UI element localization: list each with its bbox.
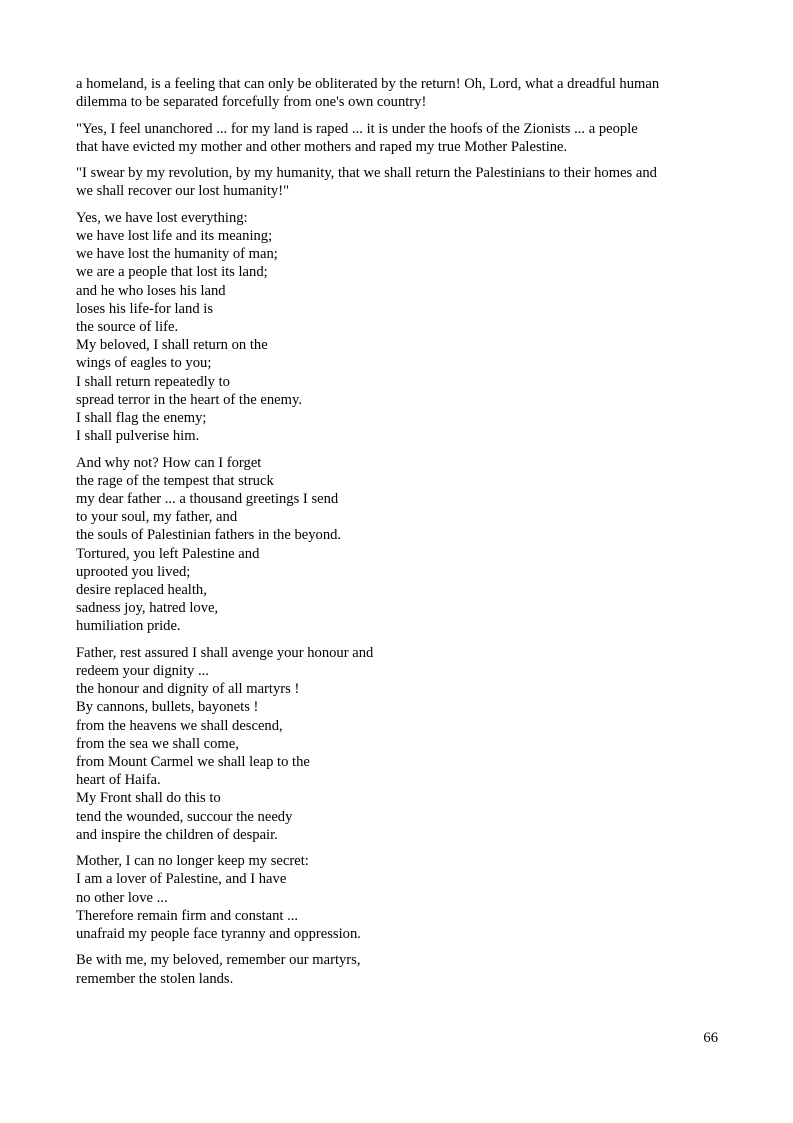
text-line: the rage of the tempest that struck xyxy=(76,472,274,489)
text-line: my dear father ... a thousand greetings I send xyxy=(76,491,339,508)
page-number: 66 xyxy=(703,1030,718,1046)
text-line: remember the stolen lands. xyxy=(76,970,234,987)
text-line: And why not? How can I forget xyxy=(76,454,262,471)
paragraph xyxy=(76,951,726,987)
text-line: I am a lover of Palestine, and I have xyxy=(76,871,287,888)
paragraph xyxy=(76,75,726,111)
text-line: sadness joy, hatred love, xyxy=(76,600,219,617)
text-line: I shall return repeatedly to xyxy=(76,373,230,390)
text-line: we have lost life and its meaning; xyxy=(76,227,273,244)
text-line: My Front shall do this to xyxy=(76,790,221,807)
text-line: we shall recover our lost humanity!" xyxy=(76,183,290,200)
text-line: Mother, I can no longer keep my secret: xyxy=(76,853,309,870)
page-body xyxy=(76,75,726,996)
text-line: the source of life. xyxy=(76,319,179,335)
text-line: dilemma to be separated forcefully from one's own country! xyxy=(76,94,427,111)
text-line: spread terror in the heart of the enemy. xyxy=(76,391,302,408)
paragraph xyxy=(76,644,726,844)
text-line: I shall flag the enemy; xyxy=(76,410,207,427)
text-line: heart of Haifa. xyxy=(76,772,161,789)
text-line: and inspire the children of despair. xyxy=(76,826,278,843)
text-line: loses his life-for land is xyxy=(76,300,213,317)
text-line: desire replaced health, xyxy=(76,582,207,599)
text-line: tend the wounded, succour the needy xyxy=(76,808,293,825)
text-line: that have evicted my mother and other mothers and raped my true Mother Palestine. xyxy=(76,138,568,155)
text-line: Father, rest assured I shall avenge your honour and xyxy=(76,644,374,661)
text-line: redeem your dignity ... xyxy=(76,663,209,680)
text-line: a homeland, is a feeling that can only be obliterated by the return! Oh, Lord, what a dreadful human xyxy=(76,76,660,92)
text-line: no other love ... xyxy=(76,889,168,906)
text-line: Yes, we have lost everything: xyxy=(76,209,248,226)
paragraph xyxy=(76,454,726,636)
text-line: from the heavens we shall descend, xyxy=(76,717,283,734)
paragraph xyxy=(76,164,726,200)
text-line: unafraid my people face tyranny and oppression. xyxy=(76,926,361,943)
paragraph xyxy=(76,209,726,446)
text-line: By cannons, bullets, bayonets ! xyxy=(76,699,259,716)
text-line: wings of eagles to you; xyxy=(76,355,212,372)
paragraph xyxy=(76,852,726,943)
text-line: we are a people that lost its land; xyxy=(76,264,268,281)
text-line: uprooted you lived; xyxy=(76,563,191,580)
text-line: I shall pulverise him. xyxy=(76,428,200,445)
text-line: from the sea we shall come, xyxy=(76,735,239,752)
text-line: and he who loses his land xyxy=(76,282,226,299)
text-line: to your soul, my father, and xyxy=(76,509,238,526)
text-line: we have lost the humanity of man; xyxy=(76,246,278,263)
text-line: Therefore remain firm and constant ... xyxy=(76,907,299,924)
text-line: humiliation pride. xyxy=(76,618,181,635)
text-line: the souls of Palestinian fathers in the beyond. xyxy=(76,527,342,544)
text-line: Be with me, my beloved, remember our martyrs, xyxy=(76,952,361,969)
text-line: Tortured, you left Palestine and xyxy=(76,545,260,562)
text-line: "Yes, I feel unanchored ... for my land is raped ... it is under the hoofs of the Zionists ... a people xyxy=(76,120,638,137)
text-line: from Mount Carmel we shall leap to the xyxy=(76,754,310,771)
text-line: the honour and dignity of all martyrs ! xyxy=(76,681,300,698)
paragraph xyxy=(76,120,726,156)
text-line: My beloved, I shall return on the xyxy=(76,337,268,354)
text-line: "I swear by my revolution, by my humanity, that we shall return the Palestinians to their homes and xyxy=(76,165,657,182)
